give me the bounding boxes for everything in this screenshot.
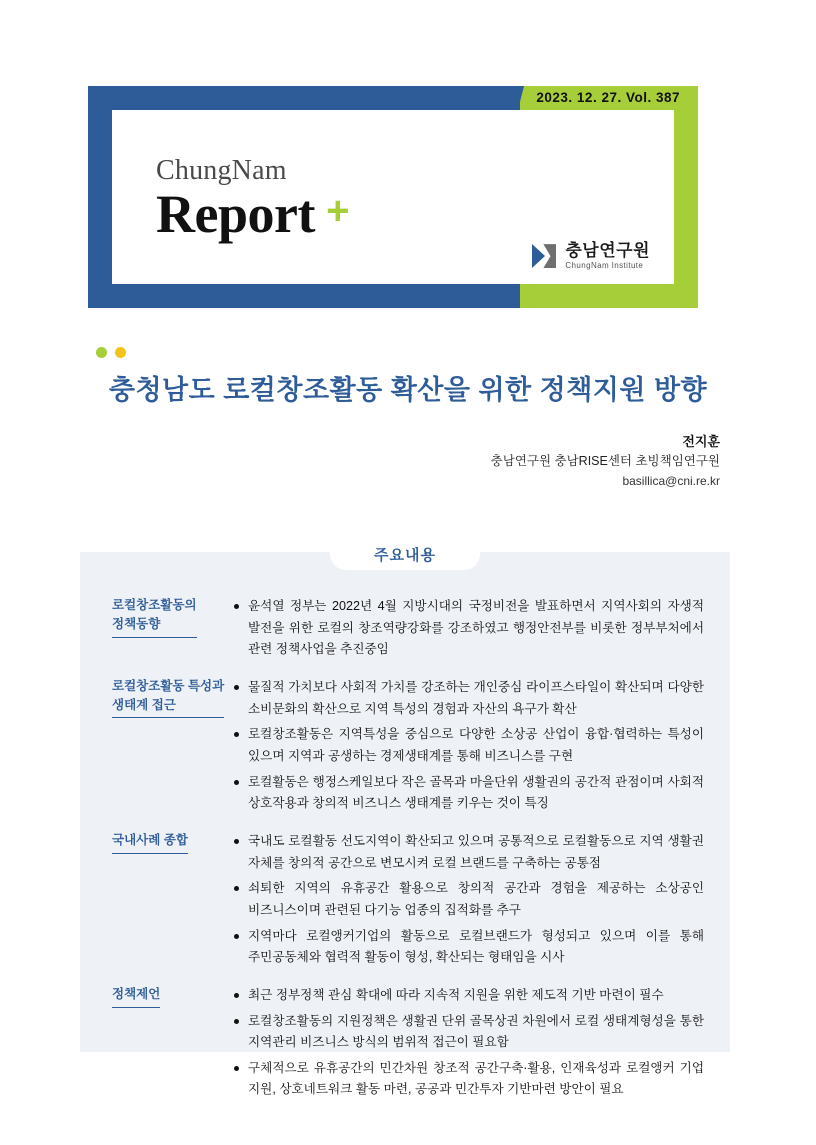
- summary-row-label: [80, 831, 232, 969]
- institute-name-en: ChungNam Institute: [565, 261, 644, 270]
- summary-row-label: [80, 677, 232, 815]
- summary-row-body: [232, 677, 730, 815]
- summary-rows: [80, 596, 730, 1117]
- summary-row: [80, 985, 730, 1101]
- summary-row-label: [80, 985, 232, 1101]
- brand-line-chungnam: ChungNam: [156, 155, 287, 186]
- summary-badge: 주요내용: [330, 538, 480, 570]
- institute-logo: [532, 242, 650, 270]
- summary-bullet: 로컬창조활동의 지원정책은 생활권 단위 골목상권 차원에서 로컬 생태계형성을 통한 지역관리 비즈니스 방식의 범위적 접근이 필요함: [232, 1011, 704, 1054]
- summary-panel: [80, 546, 730, 1097]
- plus-icon: +: [326, 189, 349, 234]
- summary-row-body: [232, 596, 730, 661]
- summary-row-label-text: 국내사례 종합: [112, 831, 188, 854]
- summary-bullet: 구체적으로 유휴공간의 민간차원 창조적 공간구축·활용, 인재육성과 로컬앵커 기업 지원, 상호네트워크 활동 마련, 공공과 민간투자 기반마련 방안이 필요: [232, 1058, 704, 1101]
- author-email: basillica@cni.re.kr: [622, 473, 720, 488]
- brand-report-text: Report: [156, 184, 315, 245]
- summary-row: [80, 831, 730, 969]
- author-affiliation: 충남연구원 충남RISE센터 초빙책임연구원: [490, 454, 720, 469]
- summary-row-body: [232, 985, 730, 1101]
- summary-row-label-text: 로컬창조활동의 정책동향: [112, 596, 197, 638]
- title-dots: [96, 347, 126, 358]
- masthead: [88, 86, 698, 308]
- institute-mark-icon: [532, 243, 558, 269]
- summary-bullet: 지역마다 로컬앵커기업의 활동으로 로컬브랜드가 형성되고 있으며 이를 통해 주민공동체와 협력적 활동이 형성, 확산되는 형태임을 시사: [232, 926, 704, 969]
- summary-row-label: [80, 596, 232, 661]
- issue-date-volume: 2023. 12. 27. Vol. 387: [536, 90, 680, 105]
- page-title: 충청남도 로컬창조활동 확산을 위한 정책지원 방향: [108, 375, 708, 405]
- summary-bullet: 윤석열 정부는 2022년 4월 지방시대의 국정비전을 발표하면서 지역사회의 자생적 발전을 위한 로컬의 창조역량강화를 강조하였고 행정안전부를 비롯한 정부부처에서 관련 정책사업을 추진중임: [232, 596, 704, 661]
- summary-bullet: 쇠퇴한 지역의 유휴공간 활용으로 창의적 공간과 경험을 제공하는 소상공인 비즈니스이며 관련된 다기능 업종의 집적화를 추구: [232, 878, 704, 921]
- summary-bullet: 로컬창조활동은 지역특성을 중심으로 다양한 소상공 산업이 융합·협력하는 특성이 있으며 지역과 공생하는 경제생태계를 통해 비즈니스를 구현: [232, 724, 704, 767]
- summary-row-body: [232, 831, 730, 969]
- summary-bullet: 로컬활동은 행정스케일보다 작은 골목과 마을단위 생활권의 공간적 관점이며 사회적 상호작용과 창의적 비즈니스 생태계를 키우는 것이 특징: [232, 772, 704, 815]
- author-name: 전지훈: [682, 434, 720, 449]
- dot-yellow-icon: [115, 347, 126, 358]
- summary-bullet: 국내도 로컬활동 선도지역이 확산되고 있으며 공통적으로 로컬활동으로 지역 생활권 자체를 창의적 공간으로 변모시켜 로컬 브랜드를 구축하는 공통점: [232, 831, 704, 874]
- summary-row-label-text: 정책제언: [112, 985, 160, 1008]
- brand-block: [156, 155, 349, 245]
- summary-row-label-text: 로컬창조활동 특성과 생태계 접근: [112, 677, 224, 719]
- byline: [491, 432, 720, 490]
- brand-line-report: [156, 184, 349, 245]
- institute-name-kr: 충남연구원: [565, 241, 650, 261]
- masthead-inner-panel: [112, 110, 674, 284]
- summary-row: [80, 677, 730, 815]
- institute-name-block: [565, 242, 650, 270]
- summary-row: [80, 596, 730, 661]
- summary-bullet: 물질적 가치보다 사회적 가치를 강조하는 개인중심 라이프스타일이 확산되며 다양한 소비문화의 확산으로 지역 특성의 경험과 자산의 욕구가 확산: [232, 677, 704, 720]
- summary-bullet: 최근 정부정책 관심 확대에 따라 지속적 지원을 위한 제도적 기반 마련이 필수: [232, 985, 704, 1007]
- dot-green-icon: [96, 347, 107, 358]
